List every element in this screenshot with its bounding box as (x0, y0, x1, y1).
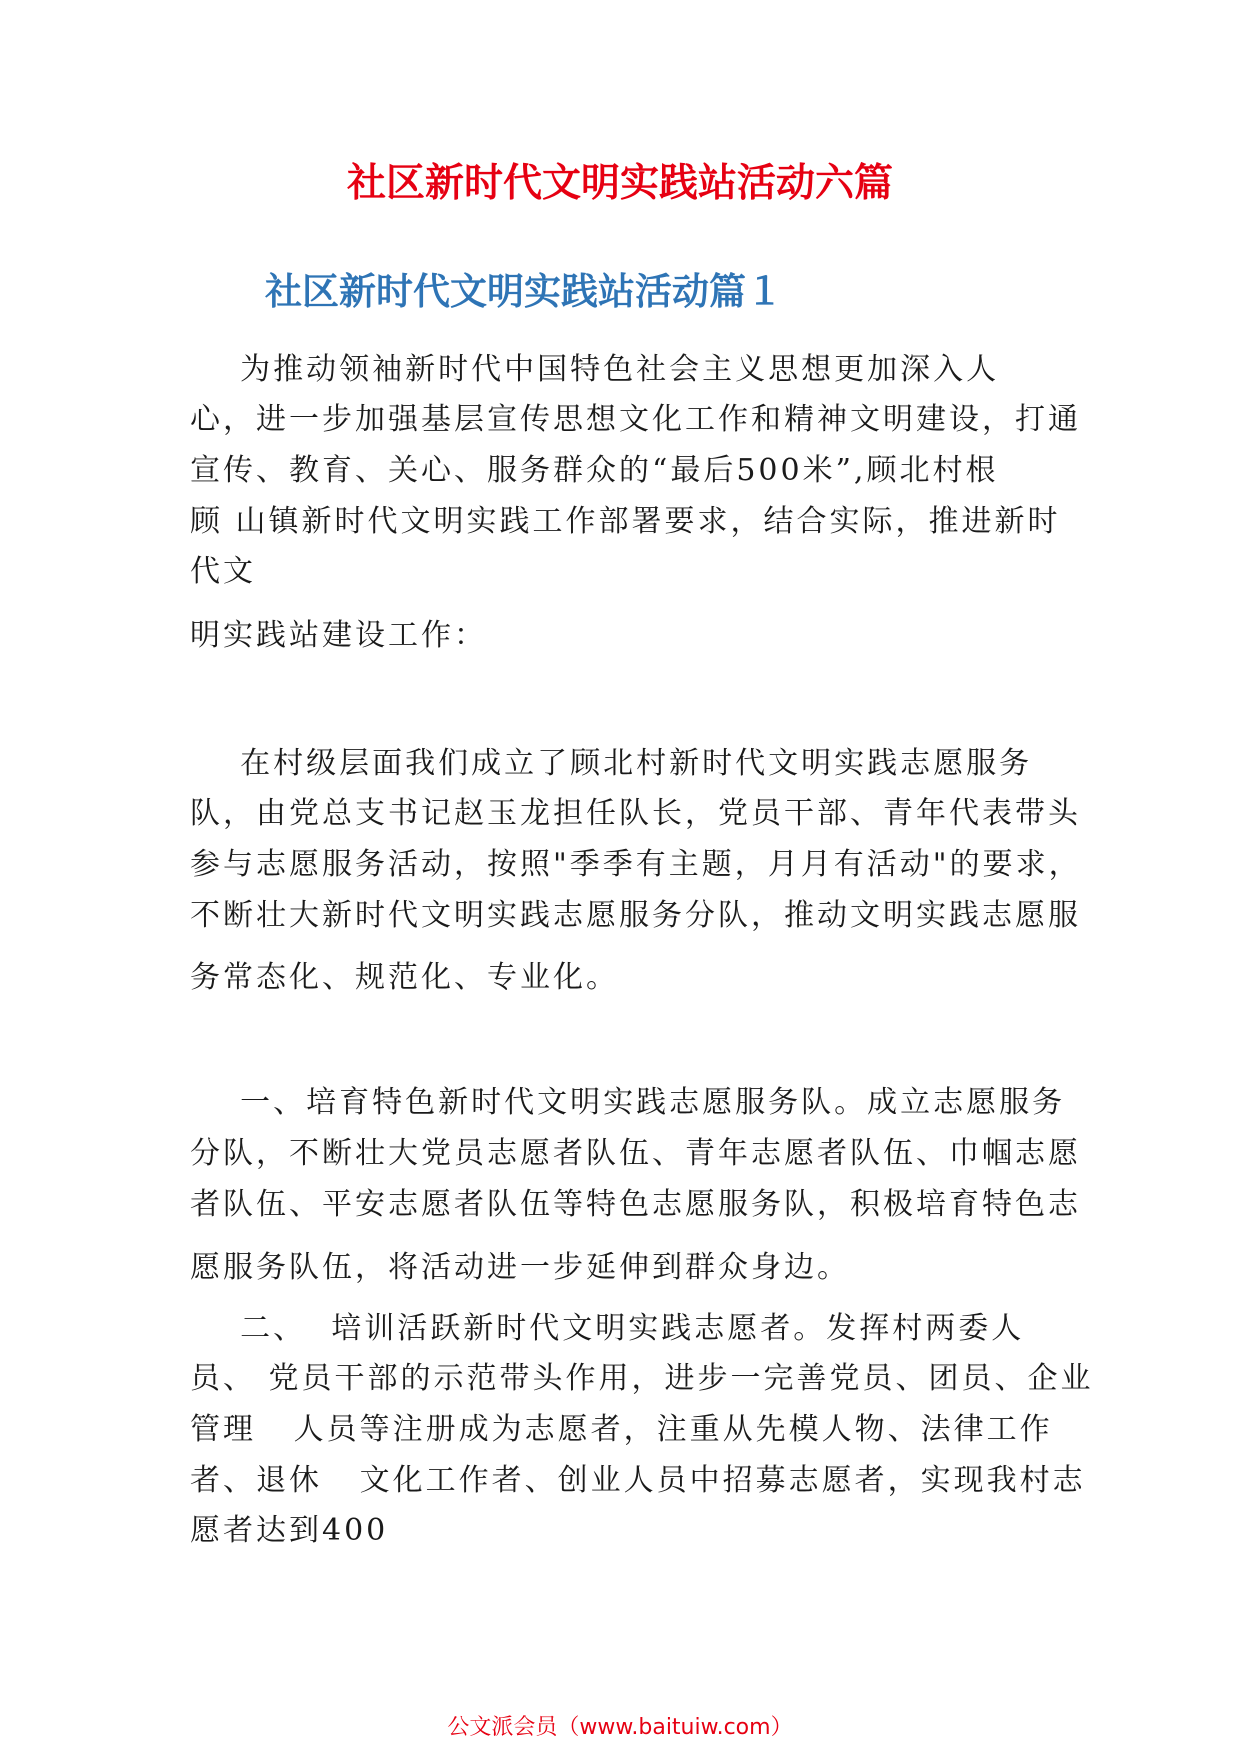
body-line: 在村级层面我们成立了顾北村新时代文明实践志愿服务 (190, 746, 1033, 781)
body-line: 为推动领袖新时代中国特色社会主义思想更加深入人 (190, 352, 1000, 387)
body-line: 队，由党总支书记赵玉龙担任队长，党员干部、青年代表带头 (190, 796, 1081, 831)
body-line: 明实践站建设工作： (190, 618, 487, 653)
body-line: 不断壮大新时代文明实践志愿服务分队，推动文明实践志愿服 (190, 898, 1081, 933)
body-line: 代文 (190, 554, 256, 589)
body-line: 者队伍、平安志愿者队伍等特色志愿服务队，积极培育特色志 (190, 1187, 1081, 1222)
body-line: 管理 人员等注册成为志愿者，注重从先模人物、法律工作 (190, 1412, 1053, 1447)
body-line: 员、 党员干部的示范带头作用，进步一完善党员、团员、企业 (190, 1361, 1094, 1396)
body-line: 心，进一步加强基层宣传思想文化工作和精神文明建设，打通 (190, 402, 1081, 437)
footer-watermark: 公文派会员（www.baituiw.com） (447, 1715, 793, 1740)
body-line: 者、退休 文化工作者、创业人员中招募志愿者，实现我村志 (190, 1463, 1086, 1498)
body-line: 分队，不断壮大党员志愿者队伍、青年志愿者队伍、巾帼志愿 (190, 1136, 1081, 1171)
body-line: 务常态化、规范化、专业化。 (190, 960, 619, 995)
document-title: 社区新时代文明实践站活动六篇 (346, 160, 893, 206)
body-line: 宣传、教育、关心、服务群众的“最后500米”,顾北村根 (190, 453, 999, 488)
body-line: 一、培育特色新时代文明实践志愿服务队。成立志愿服务 (190, 1085, 1066, 1120)
body-line: 顾 山镇新时代文明实践工作部署要求，结合实际，推进新时 (190, 504, 1061, 539)
body-line: 二、 培训活跃新时代文明实践志愿者。发挥村两委人 (190, 1311, 1025, 1346)
body-line: 参与志愿服务活动，按照"季季有主题，月月有活动"的要求， (190, 847, 1082, 882)
section-title: 社区新时代文明实践站活动篇１ (265, 269, 783, 313)
body-line: 愿服务队伍，将活动进一步延伸到群众身边。 (190, 1250, 850, 1285)
body-line: 愿者达到400 (190, 1513, 389, 1548)
